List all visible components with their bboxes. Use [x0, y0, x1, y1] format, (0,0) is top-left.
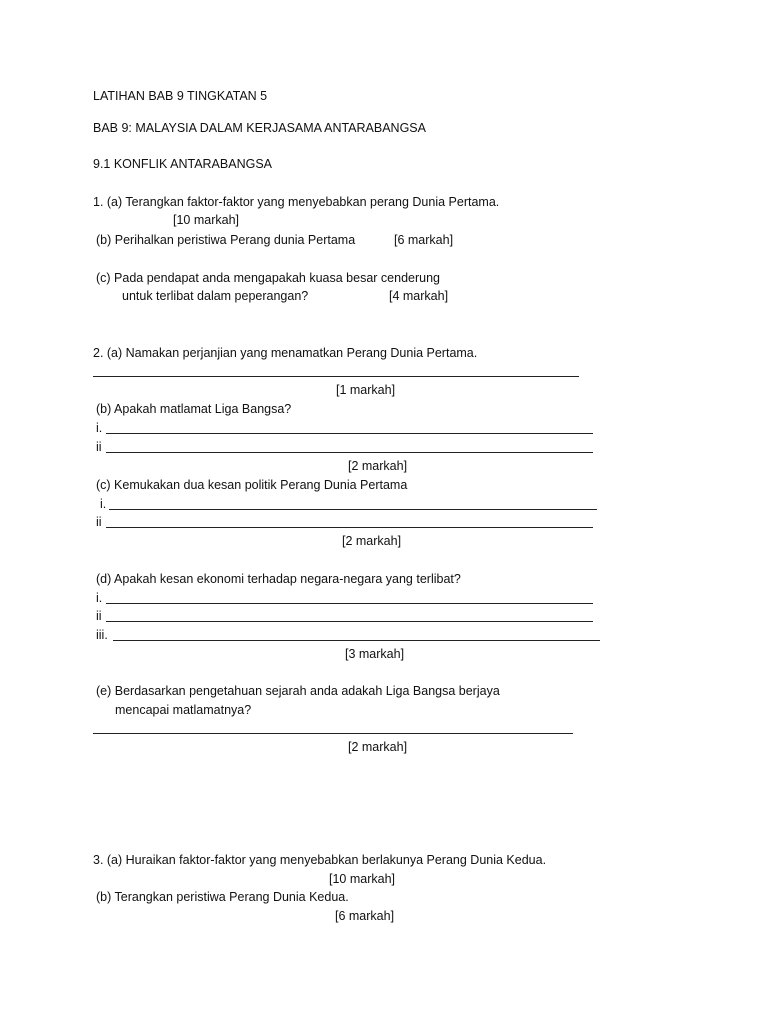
q3b-text: (b) Terangkan peristiwa Perang Dunia Kedua. [96, 890, 349, 904]
q2a-answer-line[interactable] [93, 376, 579, 377]
q2d-ii-label: ii [96, 609, 102, 623]
q2a-text: 2. (a) Namakan perjanjian yang menamatkan Perang Dunia Pertama. [93, 346, 478, 360]
q2e-answer-line[interactable] [93, 733, 573, 734]
q2c-i-label: i. [100, 497, 107, 511]
q3a-marks: [10 markah] [329, 872, 396, 886]
worksheet-title: LATIHAN BAB 9 TINGKATAN 5 [93, 89, 268, 103]
q2d-iii-answer-line[interactable] [113, 640, 600, 641]
q2a-marks: [1 markah] [336, 383, 396, 397]
q2b-text: (b) Apakah matlamat Liga Bangsa? [96, 402, 292, 416]
q2e-text-line2: mencapai matlamatnya? [115, 703, 252, 717]
q3a-text: 3. (a) Huraikan faktor-faktor yang menyebabkan berlakunya Perang Dunia Kedua. [93, 853, 547, 867]
q2b-ii-label: ii [96, 440, 102, 454]
q2b-ii-answer-line[interactable] [106, 452, 593, 453]
q2d-i-label: i. [96, 591, 103, 605]
q2e-text-line1: (e) Berdasarkan pengetahuan sejarah anda adakah Liga Bangsa berjaya [96, 684, 500, 698]
q2d-text: (d) Apakah kesan ekonomi terhadap negara-negara yang terlibat? [96, 572, 461, 586]
q2c-i-answer-line[interactable] [109, 509, 597, 510]
q3b-marks: [6 markah] [335, 909, 395, 923]
q2e-marks: [2 markah] [348, 740, 408, 754]
q2b-i-answer-line[interactable] [106, 433, 593, 434]
q2d-i-answer-line[interactable] [106, 603, 593, 604]
q2c-marks: [2 markah] [342, 534, 402, 548]
q2b-marks: [2 markah] [348, 459, 408, 473]
q1b-text: (b) Perihalkan peristiwa Perang dunia Pertama [96, 233, 356, 247]
q2c-ii-label: ii [96, 515, 102, 529]
q2c-ii-answer-line[interactable] [106, 527, 593, 528]
q1a-marks: [10 markah] [173, 213, 240, 227]
q2c-text: (c) Kemukakan dua kesan politik Perang Dunia Pertama [96, 478, 408, 492]
q2d-ii-answer-line[interactable] [106, 621, 593, 622]
q2b-i-label: i. [96, 421, 103, 435]
q2d-marks: [3 markah] [345, 647, 405, 661]
q1a-text: 1. (a) Terangkan faktor-faktor yang menyebabkan perang Dunia Pertama. [93, 195, 500, 209]
section-heading: 9.1 KONFLIK ANTARABANGSA [93, 157, 272, 171]
q1b-marks: [6 markah] [394, 233, 454, 247]
q1c-marks: [4 markah] [389, 289, 449, 303]
q1c-text-line1: (c) Pada pendapat anda mengapakah kuasa besar cenderung [96, 271, 441, 285]
q2d-iii-label: iii. [96, 628, 108, 642]
q1c-text-line2: untuk terlibat dalam peperangan? [122, 289, 309, 303]
chapter-heading: BAB 9: MALAYSIA DALAM KERJASAMA ANTARABANGSA [93, 121, 426, 135]
